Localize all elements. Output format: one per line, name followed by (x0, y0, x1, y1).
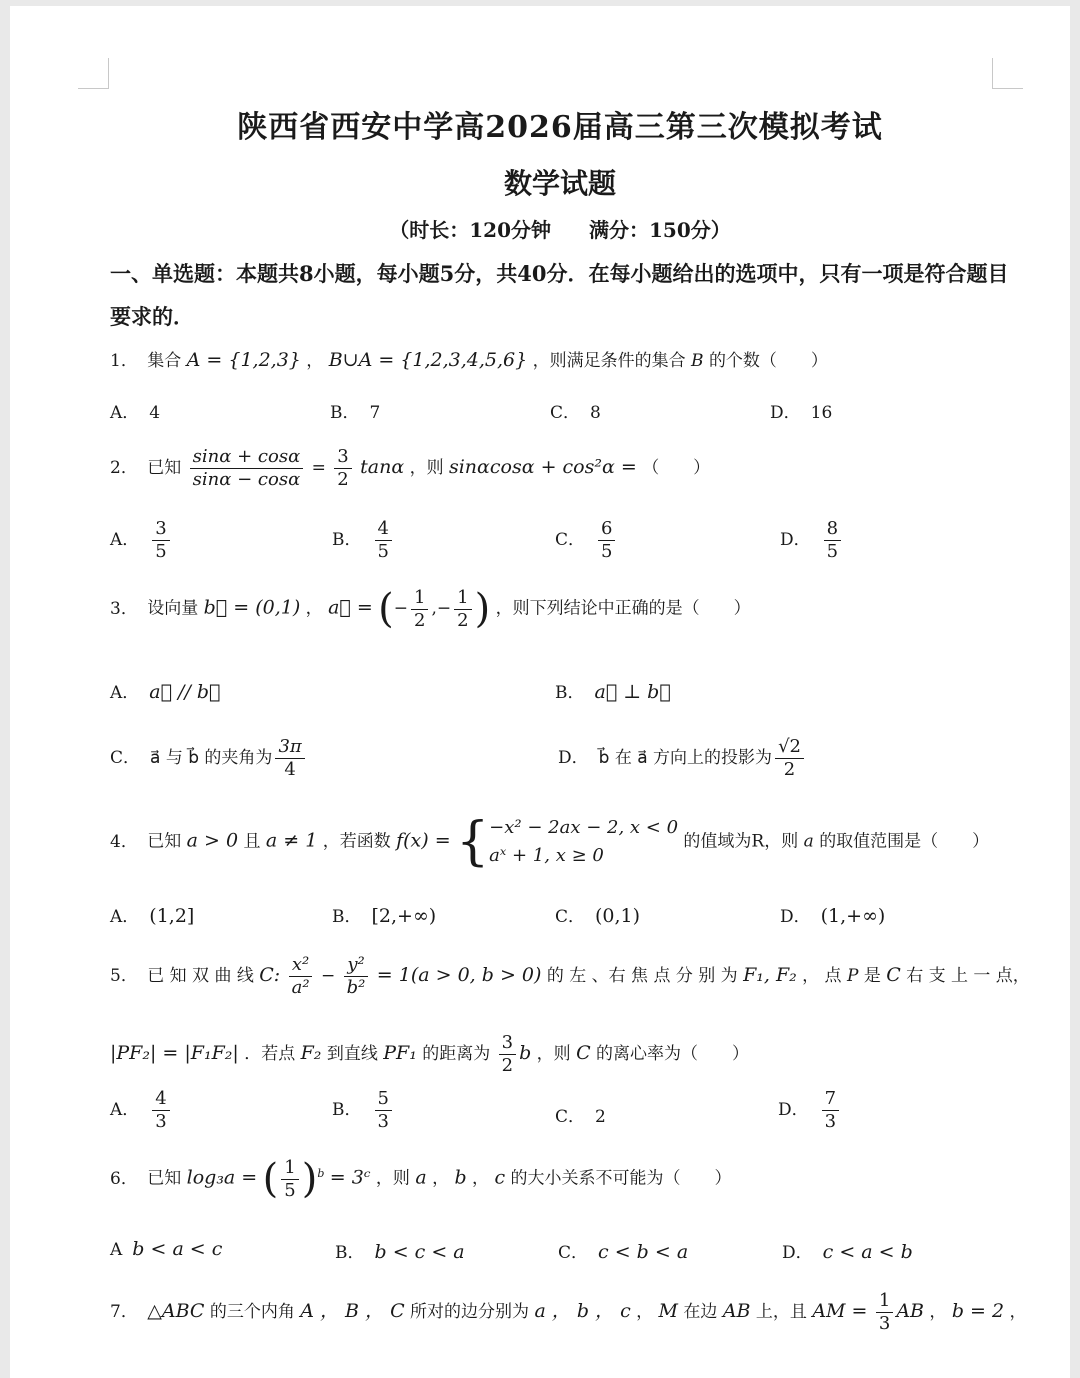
option-text: (1,+∞) (820, 905, 886, 927)
question-text: ．若点 (244, 1044, 296, 1064)
question-number: 6． (110, 1168, 138, 1189)
q6-option-a (110, 1238, 222, 1260)
question-5-line-2 (110, 1032, 749, 1077)
question-text: ，则 (375, 1168, 410, 1189)
question-text: ， (432, 1168, 450, 1189)
math-expr: = 1(a > 0, b > 0) (376, 964, 542, 986)
question-text: 的个数（ ） (708, 351, 828, 371)
question-6 (110, 1156, 732, 1202)
paren-left: ( (378, 586, 394, 632)
q3-option-b (555, 678, 671, 703)
math-expr: a⃗ = (328, 596, 373, 619)
case-2: aˣ + 1, x ≥ 0 (489, 845, 604, 866)
math-expr: a ， b ， c (534, 1300, 631, 1322)
math-expr: f(x) = (396, 829, 451, 852)
question-text: 是 (863, 966, 881, 986)
q3-option-d (558, 736, 807, 781)
question-text: 已 知 双 曲 线 (147, 966, 254, 986)
fraction: $\frac{\text{x²}}{\text{a²}}$ (289, 954, 313, 999)
math-var: M (658, 1300, 679, 1322)
question-text: 到直线 (326, 1044, 378, 1064)
option-text: (0,1) (595, 905, 641, 927)
q5-option-c (555, 1102, 606, 1127)
crop-mark-top-right (992, 58, 1023, 89)
option-label: C． (555, 530, 586, 550)
fraction: $\frac{4}{5}$ (375, 518, 392, 563)
option-label: C． (550, 403, 581, 423)
question-text: 已知 (147, 458, 182, 478)
math-var: AB (896, 1300, 925, 1322)
option-label: B． (332, 907, 362, 927)
fraction: $\frac{1}{2}$ (411, 587, 428, 632)
math-expr: = 3ᶜ (329, 1166, 371, 1189)
fraction: $\frac{\sin\alpha + \cos\alpha}{\sin\alpha - \cos\alpha}$ (190, 446, 304, 491)
fraction: $\frac{\text{y²}}{\text{b²}}$ (344, 954, 369, 999)
question-text: 已知 (147, 1168, 182, 1189)
math-exponent: b (317, 1166, 325, 1180)
q4-option-d (780, 902, 885, 927)
math-expr: sinαcosα + cos²α = (448, 456, 637, 478)
option-text: 2 (595, 1107, 606, 1127)
option-text: c < b < a (598, 1241, 689, 1263)
q5-option-b (332, 1088, 395, 1133)
option-text: b < c < a (374, 1241, 465, 1263)
score-label: 满分：150分） (589, 218, 731, 242)
q6-option-d (782, 1238, 913, 1263)
option-text: c < a < b (822, 1241, 913, 1263)
math-var: c (494, 1166, 506, 1189)
paren-left: ( (262, 1156, 279, 1202)
question-text: 上，且 (755, 1302, 807, 1322)
question-4 (110, 814, 989, 870)
question-text: 已知 (147, 831, 182, 852)
option-label: B． (330, 403, 360, 423)
question-text: ，若函数 (322, 831, 391, 852)
option-label: C． (555, 907, 586, 927)
option-label: D． (770, 403, 801, 423)
exam-title: 陕西省西安中学高2026届高三第三次模拟考试 (237, 110, 883, 145)
question-text: 的取值范围是（ ） (819, 831, 990, 852)
math-expr: b⃗ = (0,1) (203, 596, 301, 619)
option-text: [2,+∞) (371, 905, 437, 927)
q3-option-a (110, 678, 220, 703)
math-var: b (519, 1042, 532, 1064)
option-label: B． (335, 1243, 365, 1263)
fraction: $\frac{8}{5}$ (824, 518, 841, 563)
math-expr: |PF₂| = |F₁F₂| (110, 1042, 239, 1064)
fraction: $\frac{5}{3}$ (375, 1088, 392, 1133)
question-number: 5． (110, 966, 138, 986)
question-text: 在边 (683, 1302, 718, 1322)
fraction: $\frac{√2}{2}$ (775, 736, 804, 781)
question-number: 7． (110, 1302, 138, 1322)
option-text: 7 (369, 403, 381, 423)
q6-option-c (558, 1238, 688, 1263)
question-text: ，则满足条件的集合 (532, 351, 686, 371)
option-label: D． (778, 1100, 809, 1120)
math-var: P (846, 966, 859, 986)
question-text: ， (472, 1168, 490, 1189)
question-text: ， (306, 351, 324, 371)
question-text: 的离心率为（ ） (596, 1044, 750, 1064)
q2-option-d (780, 518, 844, 563)
fraction: $\frac{1}{2}$ (454, 587, 471, 632)
question-text: 的 左 、右 焦 点 分 别 为 (546, 966, 738, 986)
question-text: 且 (243, 831, 261, 852)
question-7 (110, 1290, 1026, 1335)
question-text: 的值域为R，则 (683, 831, 799, 852)
section-1-instructions: 一、单选题：本题共8小题，每小题5分，共40分．在每小题给出的选项中，只有一项是符合题目要求的． (110, 261, 1009, 329)
question-5-line-1 (110, 954, 1030, 999)
case-1: −x² − 2ax − 2, x < 0 (489, 817, 679, 838)
option-label: A． (110, 907, 140, 927)
math-expr: a ≠ 1 (265, 829, 318, 852)
question-text: 集合 (147, 351, 182, 371)
question-number: 4． (110, 831, 138, 852)
fraction: $\frac{3}{2}$ (499, 1032, 516, 1077)
option-text: 4 (149, 403, 161, 423)
option-label: C． (555, 1107, 586, 1127)
q1-option-d (770, 398, 832, 423)
math-var: a (803, 831, 814, 852)
question-text: 的距离为 (422, 1044, 491, 1064)
question-text: ， (929, 1302, 947, 1322)
question-text: 的大小关系不可能为（ ） (510, 1168, 732, 1189)
math-var: PF₁ (383, 1042, 417, 1064)
option-label: A． (110, 403, 140, 423)
option-label: A． (110, 530, 140, 550)
question-text: 所对的边分别为 (410, 1302, 530, 1322)
question-number: 1． (110, 351, 138, 371)
math-expr: F₁, F₂ (743, 964, 797, 986)
math-expr: B∪A = {1,2,3,4,5,6} (328, 349, 528, 371)
question-text: 设向量 (147, 598, 199, 619)
option-label: D． (558, 748, 589, 768)
crop-mark-top-left (78, 58, 109, 89)
math-expr: b = 2 (951, 1300, 1005, 1322)
math-var: C (886, 964, 901, 986)
option-text: b⃗ 在 a⃗ 方向上的投影为 (598, 748, 773, 768)
option-label: D． (780, 907, 811, 927)
math-expr: = (311, 458, 326, 478)
q4-option-c (555, 902, 640, 927)
q1-option-a (110, 398, 160, 423)
math-var: B (691, 351, 704, 371)
question-text: ， (1009, 1302, 1027, 1322)
q6-option-b (335, 1238, 465, 1263)
option-text: b < a < c (132, 1238, 223, 1260)
math-expr: a > 0 (186, 829, 239, 852)
option-text: a⃗ ⊥ b⃗ (594, 681, 671, 703)
math-expr: △ABC (147, 1300, 205, 1322)
question-text: ，则 (536, 1044, 571, 1064)
q5-option-a (110, 1088, 173, 1133)
fraction: $\frac{4}{3}$ (152, 1088, 169, 1133)
option-label: D． (780, 530, 811, 550)
option-text: a⃗ 与 b⃗ 的夹角为 (150, 748, 273, 768)
math-expr: tanα (360, 456, 405, 478)
fraction: $\frac{1}{5}$ (281, 1157, 298, 1202)
question-1 (110, 346, 828, 371)
q5-option-d (778, 1088, 842, 1133)
option-text: a⃗ // b⃗ (149, 681, 221, 703)
exam-subtitle: 数学试题 (503, 167, 616, 200)
math-expr: log₃a = (186, 1166, 258, 1189)
math-var: b (454, 1166, 467, 1189)
exam-page (10, 6, 1070, 1378)
question-text: ， (305, 598, 323, 619)
question-text: ，则 (409, 458, 444, 478)
math-var: AB (722, 1300, 751, 1322)
question-text: 的三个内角 (209, 1302, 295, 1322)
q1-option-b (330, 398, 380, 423)
math-var: C (576, 1042, 591, 1064)
paren-right: ) (474, 586, 491, 632)
option-label: B． (332, 530, 362, 550)
question-number: 3． (110, 598, 138, 619)
math-var: F₂ (300, 1042, 322, 1064)
option-text: 16 (810, 403, 833, 423)
option-label: C． (558, 1243, 589, 1263)
fraction: $\frac{1}{3}$ (876, 1290, 893, 1335)
question-text: （ ） (642, 458, 711, 478)
math-var: a (415, 1166, 427, 1189)
q4-option-a (110, 902, 194, 927)
fraction: $\frac{3}{5}$ (152, 518, 169, 563)
piecewise-function: { −x² − 2ax − 2, x < 0 aˣ + 1, x ≥ 0 (456, 812, 679, 872)
math-expr: AM = (812, 1300, 868, 1322)
q1-option-c (550, 398, 601, 423)
math-expr: C: (259, 964, 281, 986)
option-text: 8 (590, 403, 601, 423)
question-text: 右 支 上 一 点， (906, 966, 1030, 986)
question-number: 2． (110, 458, 138, 478)
question-3: 3． 设向量 b⃗ = (0,1) ， a⃗ = (− $\frac{1}{2}$ ,− $\frac{1}{2}$ ) ，则下列结论中正确的是（ ） (110, 586, 751, 632)
option-label: B． (332, 1100, 362, 1120)
exam-meta (10, 214, 1080, 243)
q2-option-a (110, 518, 173, 563)
q2-option-c (555, 518, 618, 563)
fraction: $\frac{7}{3}$ (822, 1088, 839, 1133)
question-text: ， 点 (802, 966, 842, 986)
option-label: A (110, 1240, 123, 1260)
fraction: $\frac{3\pi}{4}$ (275, 736, 304, 781)
fraction: $\frac{6}{5}$ (598, 518, 615, 563)
option-label: D． (782, 1243, 813, 1263)
fraction: $\frac{3}{2}$ (334, 446, 351, 491)
question-2 (110, 446, 710, 491)
option-text: (1,2] (149, 905, 195, 927)
option-label: A． (110, 1100, 140, 1120)
q4-option-b (332, 902, 436, 927)
math-expr: A = {1,2,3} (186, 349, 301, 371)
question-text: ， (636, 1302, 654, 1322)
option-label: A． (110, 683, 140, 703)
option-label: C． (110, 748, 141, 768)
option-label: B． (555, 683, 585, 703)
paren-right: ) (301, 1156, 318, 1202)
q3-option-c (110, 736, 308, 781)
question-text: ，则下列结论中正确的是（ ） (495, 598, 751, 619)
math-expr: − (320, 966, 336, 986)
q2-option-b (332, 518, 395, 563)
duration-label: （时长：120分钟 (389, 218, 551, 242)
math-expr: A ， B ， C (300, 1300, 405, 1322)
